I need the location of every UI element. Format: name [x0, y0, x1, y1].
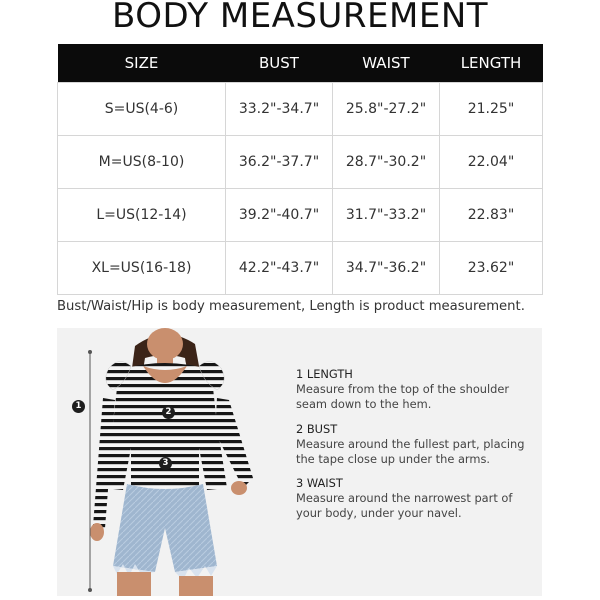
- table-row: [58, 242, 543, 295]
- cell-size: S=US(4-6): [58, 83, 226, 136]
- instruction-length: [296, 367, 509, 412]
- instruction-text: Measure around the fullest part, placing: [296, 437, 525, 451]
- length-line-bottom-dot: [88, 588, 92, 592]
- cell-length: 22.04": [440, 136, 543, 189]
- instruction-text: your body, under your navel.: [296, 506, 462, 520]
- cell-waist: 34.7"-36.2": [333, 242, 440, 295]
- header-bust: BUST: [226, 44, 333, 83]
- cell-size: L=US(12-14): [58, 189, 226, 242]
- instruction-text: Measure around the narrowest part of: [296, 491, 513, 505]
- table-header-row: [58, 44, 543, 83]
- instruction-heading: 3 WAIST: [296, 476, 343, 490]
- table-row: [58, 189, 543, 242]
- cell-waist: 28.7"-30.2": [333, 136, 440, 189]
- instruction-heading: 1 LENGTH: [296, 367, 353, 381]
- cell-bust: 33.2"-34.7": [226, 83, 333, 136]
- header-length: LENGTH: [440, 44, 543, 83]
- instruction-text: seam down to the hem.: [296, 397, 432, 411]
- table-row: [58, 136, 543, 189]
- right-hand: [231, 481, 247, 495]
- table-row: [58, 83, 543, 136]
- measurement-note: Bust/Waist/Hip is body measurement, Length is product measurement.: [57, 299, 525, 314]
- cell-length: 21.25": [440, 83, 543, 136]
- instruction-waist: [296, 476, 512, 521]
- header-size: SIZE: [58, 44, 226, 83]
- cell-size: XL=US(16-18): [58, 242, 226, 295]
- cell-waist: 31.7"-33.2": [333, 189, 440, 242]
- cell-length: 23.62": [440, 242, 543, 295]
- instruction-heading: 2 BUST: [296, 422, 338, 436]
- cell-bust: 36.2"-37.7": [226, 136, 333, 189]
- left-hand: [90, 523, 104, 541]
- measurement-instructions-panel: [275, 328, 542, 596]
- header-waist: WAIST: [333, 44, 440, 83]
- cell-bust: 39.2"-40.7": [226, 189, 333, 242]
- marker-waist: 3: [159, 457, 172, 470]
- size-chart-table: [57, 44, 543, 295]
- cell-size: M=US(8-10): [58, 136, 226, 189]
- instruction-bust: [296, 422, 524, 467]
- right-leg: [179, 576, 213, 596]
- marker-length: 1: [72, 400, 85, 413]
- cell-length: 22.83": [440, 189, 543, 242]
- left-leg: [117, 572, 151, 596]
- cell-bust: 42.2"-43.7": [226, 242, 333, 295]
- page-title: BODY MEASUREMENT: [111, 0, 489, 36]
- instruction-text: the tape close up under the arms.: [296, 452, 491, 466]
- marker-bust: 2: [162, 406, 175, 419]
- cell-waist: 25.8"-27.2": [333, 83, 440, 136]
- length-line-top-dot: [88, 350, 92, 354]
- instruction-text: Measure from the top of the shoulder: [296, 382, 510, 396]
- denim-shorts: [113, 484, 217, 572]
